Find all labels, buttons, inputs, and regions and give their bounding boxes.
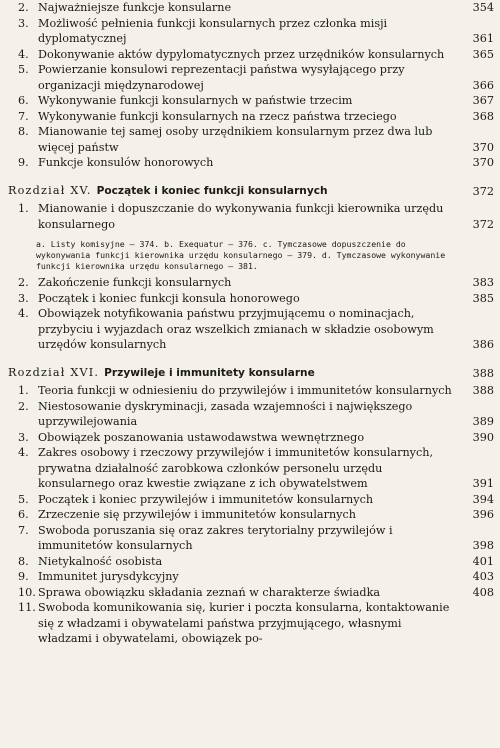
toc-entry xyxy=(8,275,494,291)
page-number: 368 xyxy=(472,109,494,123)
entry-number: 1. xyxy=(18,384,29,397)
entry-number: 2. xyxy=(18,399,29,413)
entry-number: 9. xyxy=(18,570,29,583)
entry-number: 3. xyxy=(18,430,29,444)
subsection-block xyxy=(8,232,494,275)
page-number: 365 xyxy=(472,47,494,61)
page-number: 383 xyxy=(472,276,494,289)
toc-entry xyxy=(8,16,494,47)
toc-entry xyxy=(8,0,494,16)
toc-entry xyxy=(8,600,494,647)
entry-title: Zakres osobowy i rzeczowy przywilejów i immunitetów konsularnych, prywatna działalność zarobkowa członków personelu urzędu konsularnego oraz kwestie związane z ich obywatelstwem xyxy=(38,446,434,490)
page-number: 367 xyxy=(472,94,494,107)
entry-number: 8. xyxy=(18,554,29,568)
toc-entry xyxy=(8,201,494,232)
toc-entry xyxy=(8,155,494,171)
page-number: 390 xyxy=(472,430,494,444)
entry-title: Mianowanie tej samej osoby urzędnikiem konsularnym przez dwa lub więcej państw xyxy=(38,125,433,154)
entry-title: Najważniejsze funkcje konsularne xyxy=(38,1,232,14)
page-number: 386 xyxy=(472,338,494,351)
toc-entry xyxy=(8,507,494,523)
page-number: 389 xyxy=(472,415,494,428)
entry-title: Zakończenie funkcji konsularnych xyxy=(38,276,232,289)
entry-title: Możliwość pełnienia funkcji konsularnych przez członka misji dyplomatycznej xyxy=(38,16,388,45)
toc-list-ch16 xyxy=(8,383,494,647)
entry-title: Swoboda poruszania się oraz zakres terytorialny przywilejów i immunitetów konsularnych xyxy=(38,523,393,552)
entry-number: 1. xyxy=(18,202,29,215)
toc-entry xyxy=(8,569,494,585)
entry-title: Wykonywanie funkcji konsularnych w państwie trzecim xyxy=(38,94,353,107)
page-number: 391 xyxy=(472,477,494,490)
toc-entry xyxy=(8,93,494,109)
toc-entry xyxy=(8,291,494,307)
page-number: 366 xyxy=(472,78,494,92)
entry-number: 4. xyxy=(18,307,29,320)
entry-number: 7. xyxy=(18,523,29,537)
entry-title: Powierzanie konsulowi reprezentacji państwa wysyłającego przy organizacji międzynarodowej xyxy=(38,63,405,92)
page-number: 372 xyxy=(472,184,494,198)
chapter-label: Rozdział XV. xyxy=(8,183,92,197)
entry-title: Niestosowanie dyskryminacji, zasada wzajemności i największego uprzywilejowania xyxy=(38,399,413,428)
entry-number: 4. xyxy=(18,47,29,61)
page-number: 394 xyxy=(472,492,494,506)
page-number: 372 xyxy=(472,217,494,231)
chapter-title: Początek i koniec funkcji konsularnych xyxy=(96,184,328,197)
chapter-label: Rozdział XVI. xyxy=(8,365,100,379)
toc-entry xyxy=(8,109,494,125)
entry-number: 8. xyxy=(18,125,29,138)
toc-entry xyxy=(8,306,494,353)
toc-entry xyxy=(8,554,494,570)
page-number: 408 xyxy=(472,585,494,599)
entry-title: Funkcje konsulów honorowych xyxy=(38,156,214,169)
toc-entry xyxy=(8,445,494,492)
entry-number: 3. xyxy=(18,16,29,30)
toc-entry xyxy=(8,383,494,399)
page-number: 398 xyxy=(472,539,494,552)
page-number: 370 xyxy=(472,156,494,169)
chapter-title: Przywileje i immunitety konsularne xyxy=(104,366,315,379)
entry-title: Zrzeczenie się przywilejów i immunitetów konsularnych xyxy=(38,508,356,521)
entry-number: 9. xyxy=(18,156,29,169)
page-number: 385 xyxy=(472,291,494,305)
toc-list-ch15a xyxy=(8,201,494,232)
page-number: 370 xyxy=(472,140,494,154)
entry-title: Obowiązek notyfikowania państwu przyjmującemu o nominacjach, przybyciu i wyjazdach oraz wszelkich zmianach w składzie osobowym urzędów konsularnych xyxy=(38,307,434,351)
page-number: 396 xyxy=(472,508,494,521)
toc-entry xyxy=(8,399,494,430)
toc-entry xyxy=(8,62,494,93)
toc-entry xyxy=(8,585,494,601)
entry-number: 2. xyxy=(18,276,29,289)
entry-title: Teoria funkcji w odniesieniu do przywilejów i immunitetów konsularnych xyxy=(38,384,452,397)
entry-title: Początek i koniec przywilejów i immunitetów konsularnych xyxy=(38,492,374,506)
page-number: 401 xyxy=(472,554,494,568)
entry-title: Immunitet jurysdykcyjny xyxy=(38,570,179,583)
entry-number: 11. xyxy=(18,601,36,614)
entry-title: Nietykalność osobista xyxy=(38,554,163,568)
toc-entry xyxy=(8,47,494,63)
entry-number: 2. xyxy=(18,1,29,14)
page-number: 354 xyxy=(472,1,494,14)
chapter-heading-16 xyxy=(8,365,494,382)
entry-number: 10. xyxy=(18,585,36,599)
chapter-heading-15 xyxy=(8,183,494,200)
entry-number: 3. xyxy=(18,291,29,305)
entry-number: 7. xyxy=(18,109,29,123)
entry-number: 4. xyxy=(18,446,29,459)
toc-entry xyxy=(8,124,494,155)
page-number: 361 xyxy=(472,32,494,45)
toc-entry xyxy=(8,492,494,508)
entry-title: Sprawa obowiązku składania zeznań w charakterze świadka xyxy=(38,585,381,599)
entry-number: 5. xyxy=(18,492,29,506)
page-number: 388 xyxy=(472,384,494,397)
entry-title: Wykonywanie funkcji konsularnych na rzecz państwa trzeciego xyxy=(38,109,397,123)
toc-entry xyxy=(8,430,494,446)
entry-title: Dokonywanie aktów dypylomatycznych przez urzędników konsularnych xyxy=(38,47,445,61)
entry-number: 6. xyxy=(18,94,29,107)
toc-list-ch15b xyxy=(8,275,494,353)
entry-title: Mianowanie i dopuszczanie do wykonywania funkcji kierownika urzędu konsularnego xyxy=(38,202,444,231)
entry-title: Swoboda komunikowania się, kurier i poczta konsularna, kontaktowanie się z władzami i obywatelami państwa przyjmującego, własnymi władzami i obywatelami, obowiązek po- xyxy=(38,601,450,645)
page-number: 388 xyxy=(472,366,494,380)
entry-title: Obowiązek poszanowania ustawodawstwa wewnętrznego xyxy=(38,430,365,444)
toc-list-top xyxy=(8,0,494,171)
subsection-text: a. Listy komisyjne — 374. b. Exequatur — 376. c. Tymczasowe dopuszczenie do wykonywania funkcji kierownika urzędu konsularnego — 379. d. Tymczasowe wykonywanie funkcji kierownika urzędu konsularnego — 381. xyxy=(36,239,446,271)
entry-number: 6. xyxy=(18,508,29,521)
entry-title: Początek i koniec funkcji konsula honorowego xyxy=(38,291,300,305)
toc-entry xyxy=(8,523,494,554)
page-number: 403 xyxy=(472,570,494,583)
entry-number: 5. xyxy=(18,63,29,76)
